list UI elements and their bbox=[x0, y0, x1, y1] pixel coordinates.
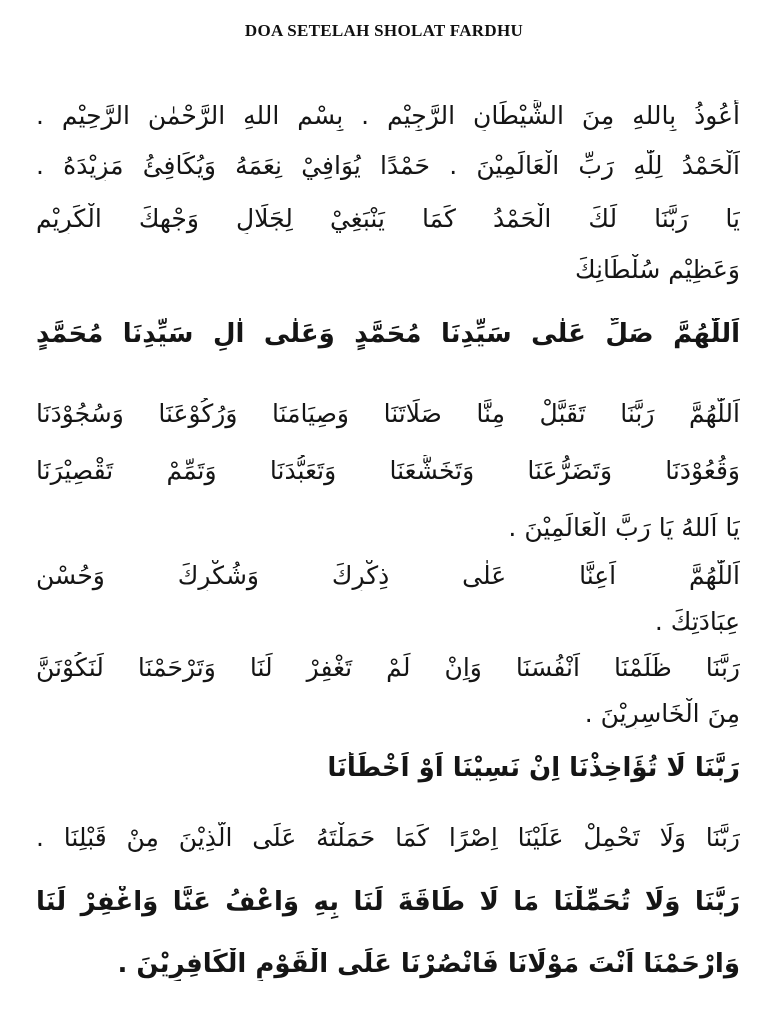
prayer-line: أَعُوذُ بِاللهِ مِنَ الشَّيْطَانِ الرَّجِيْمِ . بِسْمِ اللهِ الرَّحْمٰنِ الرَّحِيْمِ . bbox=[36, 101, 740, 130]
prayer-line: رَبَّنَا وَلَا تَحْمِلْ عَلَيْنَا اِصْرًا كَمَا حَمَلْتَهُ عَلَى الَّذِيْنَ مِنْ قَبْلِنَا . bbox=[36, 823, 740, 852]
prayer-line: وَارْحَمْنَا اَنْتَ مَوْلَانَا فَانْصُرْنَا عَلَى الْقَوْمِ الْكَافِرِيْنَ . bbox=[117, 949, 740, 979]
prayer-line: رَبَّنَا وَلَا تُحَمِّلْنَا مَا لَا طَاقَةَ لَنَا بِهِ وَاعْفُ عَنَّا وَاغْفِرْ لَنَا bbox=[36, 887, 740, 917]
prayer-line: يَا اَللهُ يَا رَبَّ الْعَالَمِيْنَ . bbox=[508, 513, 740, 542]
prayer-line: وَعَظِيْمِ سُلْطَانِكَ bbox=[574, 255, 740, 284]
prayer-line: وَقُعُوْدَنَا وَتَضَرُّعَنَا وَتَخَشُّعَنَا وَتَعَبُّدَنَا وَتَمِّمْ تَقْصِيْرَنَا bbox=[36, 456, 740, 485]
document-title: DOA SETELAH SHOLAT FARDHU bbox=[244, 21, 524, 40]
prayer-line: اَللّٰهُمَّ صَلِّ عَلٰى سَيِّدِنَا مُحَمَّدٍ وَعَلٰى اٰلِ سَيِّدِنَا مُحَمَّدٍ bbox=[36, 319, 740, 349]
prayer-line: رَبَّنَا ظَلَمْنَا اَنْفُسَنَا وَاِنْ لَمْ تَغْفِرْ لَنَا وَتَرْحَمْنَا لَنَكُوْنَنَّ bbox=[36, 653, 740, 682]
prayer-line: اَللّٰهُمَّ اَعِنَّا عَلٰى ذِكْرِكَ وَشُكْرِكَ وَحُسْنِ bbox=[36, 561, 740, 590]
prayer-line: يَا رَبَّنَا لَكَ الْحَمْدُ كَمَا يَنْبَغِيْ لِجَلَالِ وَجْهِكَ الْكَرِيْمِ bbox=[36, 204, 740, 233]
prayer-line: رَبَّنَا لَا تُؤَاخِذْنَا اِنْ نَسِيْنَا اَوْ اَخْطَأْنَا bbox=[327, 753, 740, 783]
prayer-line: اَلْحَمْدُ لِلّٰهِ رَبِّ الْعَالَمِيْنَ . حَمْدًا يُوَافِيْ نِعَمَهُ وَيُكَافِئُ مَزِيْدَهُ . bbox=[36, 151, 740, 180]
prayer-line: مِنَ الْخَاسِرِيْنَ . bbox=[584, 699, 740, 728]
prayer-line: اَللّٰهُمَّ رَبَّنَا تَقَبَّلْ مِنَّا صَلَاتَنَا وَصِيَامَنَا وَرُكُوْعَنَا وَسُجُوْدَنَا bbox=[36, 399, 740, 428]
prayer-line: عِبَادَتِكَ . bbox=[654, 607, 740, 636]
